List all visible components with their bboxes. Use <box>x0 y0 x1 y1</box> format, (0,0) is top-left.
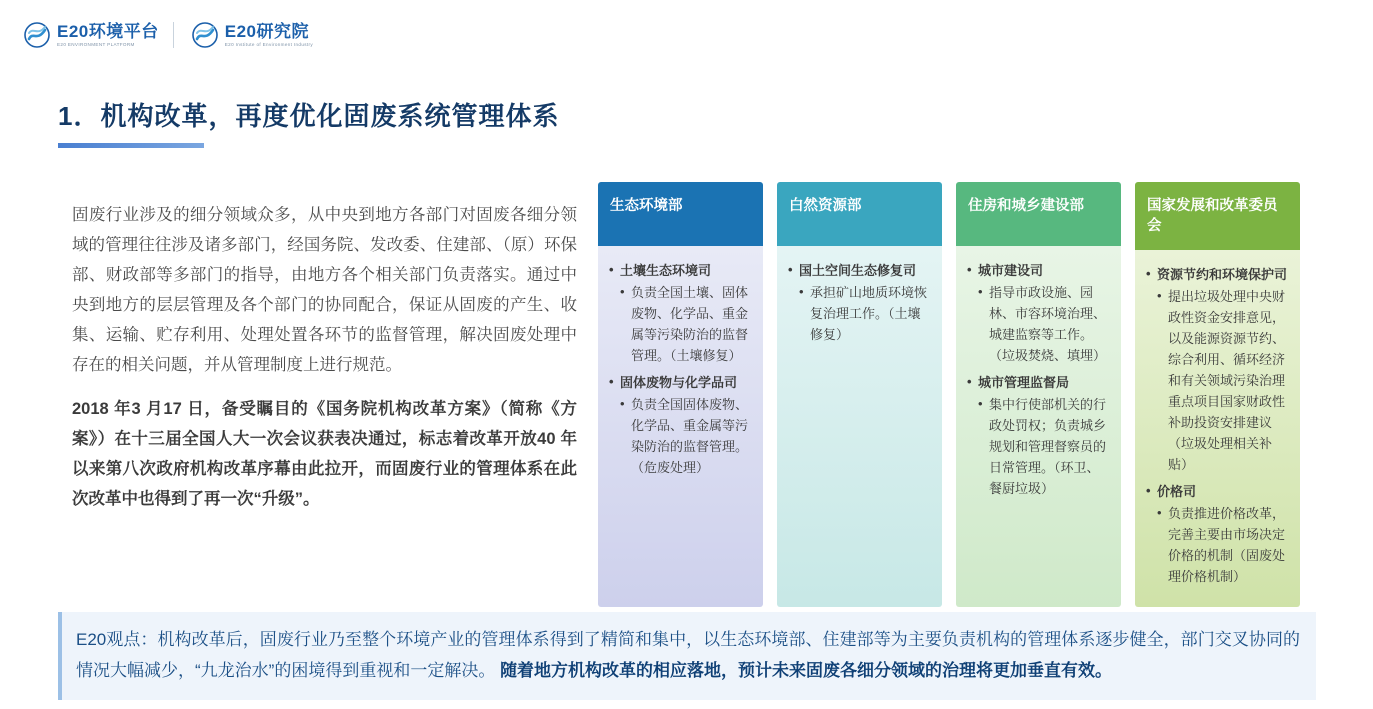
body-text-block <box>72 200 577 528</box>
card-item-detail: • 承担矿山地质环境恢复治理工作。（土壤修复） <box>788 282 931 345</box>
ministry-card-development-reform <box>1135 182 1300 607</box>
card-body <box>777 246 942 607</box>
ministry-card-row <box>598 182 1300 607</box>
card-item-heading: • 价格司 <box>1146 481 1289 502</box>
card-body <box>956 246 1121 607</box>
logo-e20-institute[interactable] <box>173 22 327 48</box>
title-underline-rule <box>58 143 204 148</box>
card-item-detail: • 负责推进价格改革，完善主要由市场决定价格的机制（固废处理价格机制） <box>1146 503 1289 587</box>
card-item-detail: • 负责全国固体废物、化学品、重金属等污染防治的监督管理。（危废处理） <box>609 394 752 478</box>
card-title: 国家发展和改革委员会 <box>1135 182 1300 250</box>
logo-e20-platform[interactable] <box>24 22 173 48</box>
card-title: 白然资源部 <box>777 182 942 246</box>
card-item-heading: • 土壤生态环境司 <box>609 260 752 281</box>
logo-secondary-label: E20 Institute of Environment Industry <box>224 41 314 47</box>
card-title: 生态环境部 <box>598 182 763 246</box>
e20-wave-logo-icon <box>24 22 50 48</box>
e20-viewpoint-callout <box>58 612 1316 700</box>
card-item-heading: • 国土空间生态修复司 <box>788 260 931 281</box>
card-item-heading: • 城市建设司 <box>967 260 1110 281</box>
e20-wave-logo-icon <box>192 22 218 48</box>
body-paragraph-2: 2018 年3 月17 日，备受瞩目的《国务院机构改革方案》（简称《方案》）在十三届全国人大一次会议获表决通过，标志着改革开放40 年以来第八次政府机构改革序幕由此拉开，而固废行业的管理体系在此次改革中也得到了再一次“升级”。 <box>72 400 577 508</box>
logo-secondary-label: E20 ENVIRONMENT PLATFORM <box>57 41 135 47</box>
card-body <box>598 246 763 607</box>
body-paragraph-1: 固废行业涉及的细分领域众多，从中央到地方各部门对固废各细分领域的管理往往涉及诸多部门，经国务院、发改委、住建部、（原）环保部、财政部等多部门的指导，由地方各个相关部门负责落实。通过中央到地方的层层管理及各个部门的协同配合，保证从固废的产生、收集、运输、贮存利用、处理处置各环节的监督管理，解决固废处理中存在的相关问题，并从管理制度上进行规范。 <box>72 206 577 374</box>
card-item-detail: • 提出垃圾处理中央财政性资金安排意见，以及能源资源节约、综合利用、循环经济和有关领域污染治理重点项目国家财政性补助投资安排建议（垃圾处理相关补贴） <box>1146 286 1289 475</box>
card-item-detail: • 指导市政设施、园林、市容环境治理、城建监察等工作。（垃圾焚烧、填埋） <box>967 282 1110 366</box>
logo-primary-label: E20环境平台 <box>57 21 159 41</box>
card-item-heading: • 资源节约和环境保护司 <box>1146 264 1289 285</box>
callout-bold-text: 随着地方机构改革的相应落地，预计未来固废各细分领域的治理将更加垂直有效。 <box>500 661 1113 680</box>
ministry-card-housing-urban-rural <box>956 182 1121 607</box>
callout-normal-text: E20观点：机构改革后，固废行业乃至整个环境产业的管理体系得到了精简和集中，以生态环境部、住建部等为主要负责机构的管理体系逐步健全，部门交叉协同的情况大幅减少，“九龙治水”的困境得到重视和一定解决。 <box>76 630 1300 680</box>
card-title: 住房和城乡建设部 <box>956 182 1121 246</box>
page-title: 1．机构改革，再度优化固废系统管理体系 <box>58 101 560 131</box>
ministry-card-natural-resources <box>777 182 942 607</box>
header-logo-bar <box>24 22 327 48</box>
card-item-heading: • 城市管理监督局 <box>967 372 1110 393</box>
card-item-heading: • 固体废物与化学品司 <box>609 372 752 393</box>
ministry-card-ecology-environment <box>598 182 763 607</box>
card-item-detail: • 集中行使部机关的行政处罚权；负责城乡规划和管理督察员的日常管理。（环卫、餐厨垃圾） <box>967 394 1110 499</box>
card-body <box>1135 250 1300 607</box>
card-item-detail: • 负责全国土壤、固体废物、化学品、重金属等污染防治的监督管理。（土壤修复） <box>609 282 752 366</box>
logo-primary-label: E20研究院 <box>224 21 309 41</box>
